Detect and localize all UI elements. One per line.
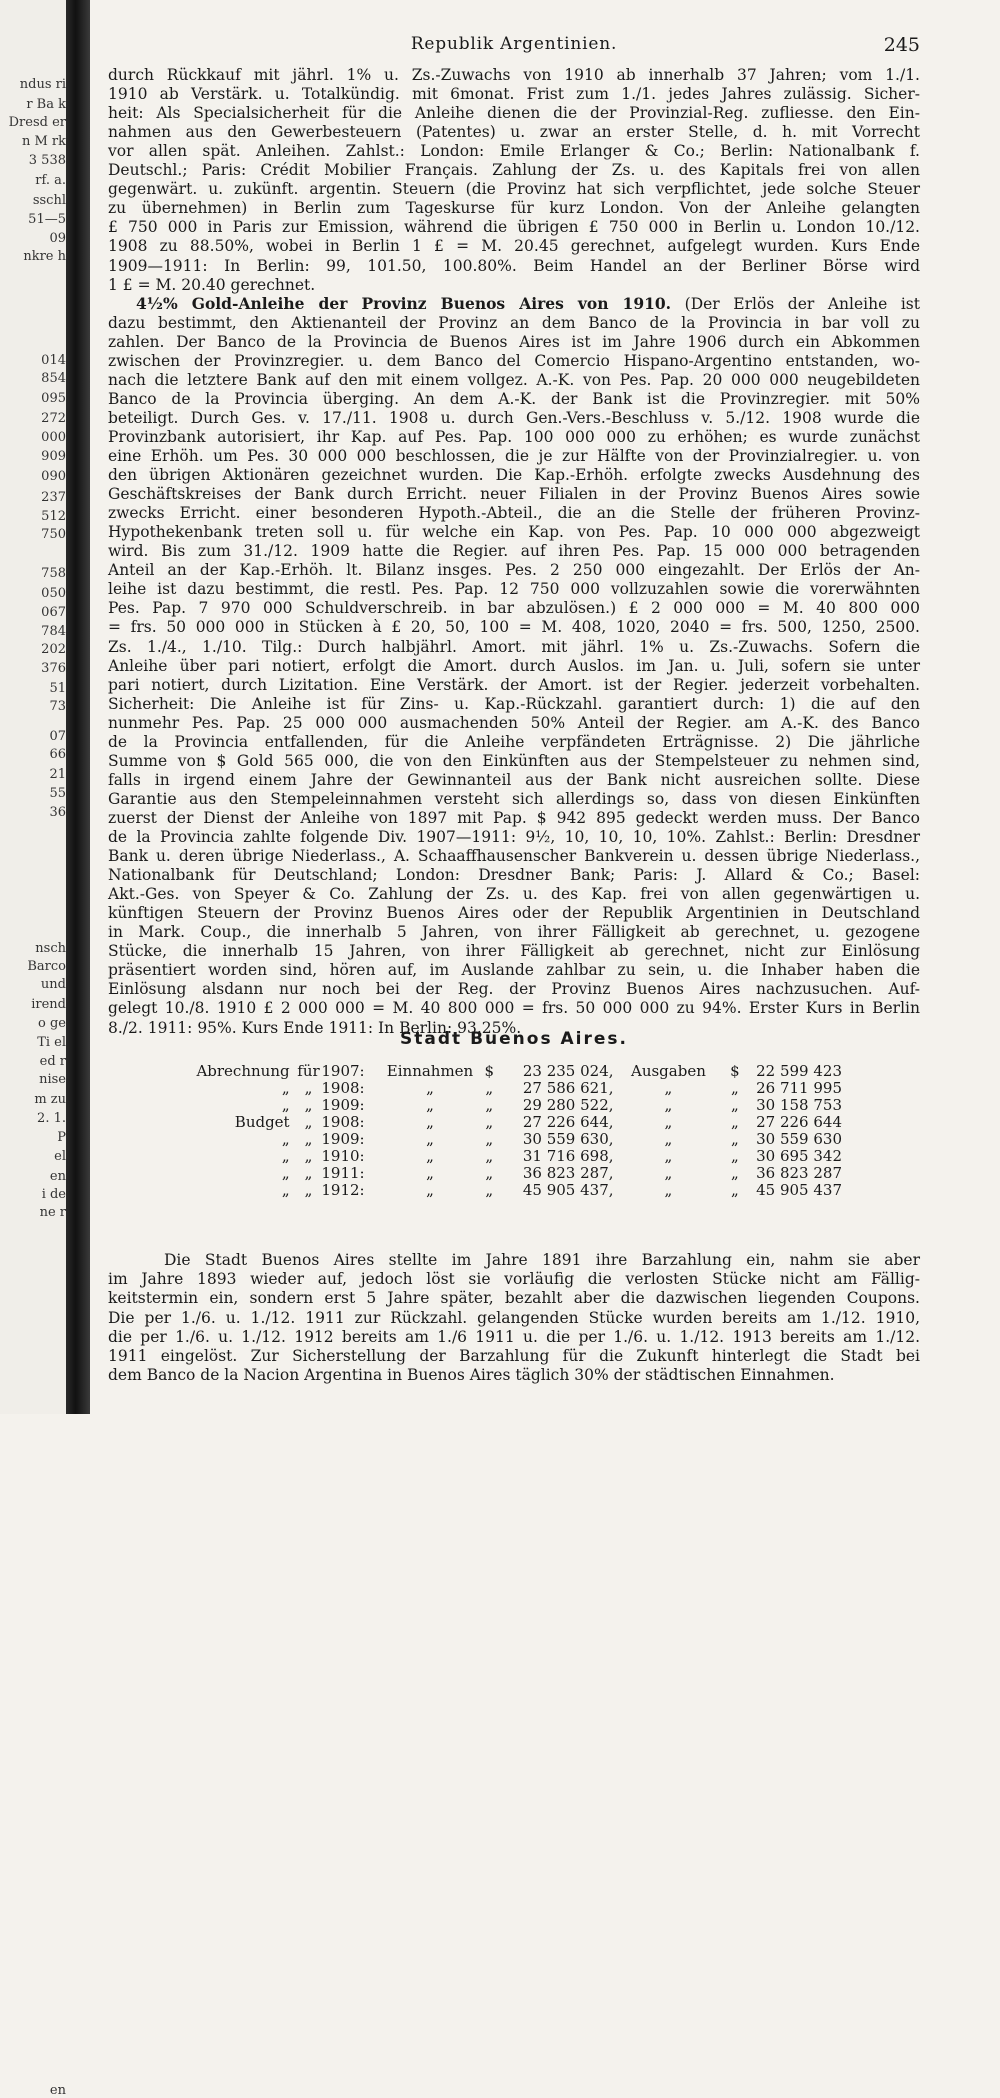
page-number: 245 bbox=[883, 34, 920, 56]
margin-fragment: 758 bbox=[41, 566, 66, 581]
margin-fragment: 272 bbox=[41, 411, 66, 426]
table-row bbox=[190, 1097, 842, 1114]
text-line: Zs. 1./4., 1./10. Tilg.: Durch halbjährl. Amort. mit jährl. 1% u. Zs.-Zuwachs. Sofern die bbox=[108, 637, 920, 656]
table-cell-ausgaben: „ bbox=[664, 1113, 673, 1131]
table-cell-amount2: 36 823 287 bbox=[756, 1164, 842, 1182]
margin-fragment: 512 bbox=[41, 509, 66, 524]
text-line: pari notiert, durch Lizitation. Eine Verstärk. der Amort. ist der Regier. jederzeit vorbehalten. bbox=[108, 675, 920, 694]
margin-fragment: 55 bbox=[49, 786, 66, 801]
margin-fragment: i de bbox=[41, 1187, 66, 1202]
margin-fragment: Dresd er bbox=[8, 115, 66, 130]
margin-fragment: ne r bbox=[39, 1205, 66, 1220]
table-cell-einnahmen: „ bbox=[426, 1181, 434, 1199]
table-cell-label: „ bbox=[281, 1164, 290, 1182]
text-line: durch Rückkauf mit jährl. 1% u. Zs.-Zuwachs von 1910 ab innerhalb 37 Jahren; vom 1./1. bbox=[108, 66, 920, 84]
margin-fragment: sschl bbox=[32, 193, 66, 208]
table-cell-einnahmen: „ bbox=[426, 1079, 434, 1097]
book-spine bbox=[66, 0, 90, 1414]
table-cell-fuer: „ bbox=[304, 1164, 313, 1182]
text-line: zahlen. Der Banco de la Provincia de Buenos Aires ist im Jahre 1906 durch ein Abkommen bbox=[108, 332, 920, 351]
margin-fragment: P bbox=[57, 1130, 66, 1145]
text-line: leihe ist dazu bestimmt, die restl. Pes. Pap. 12 750 000 vollzuzahlen sowie die vorerwähnten bbox=[108, 580, 920, 599]
bond-title: 4½% Gold-Anleihe der Provinz Buenos Aires von 1910. bbox=[136, 293, 672, 313]
table-cell-ausgaben: „ bbox=[664, 1130, 673, 1148]
table-cell-amount1: 36 823 287, bbox=[522, 1164, 614, 1182]
table-cell-label: „ bbox=[281, 1130, 290, 1148]
table-cell-cur1: „ bbox=[485, 1147, 494, 1165]
table-cell-einnahmen: „ bbox=[426, 1113, 434, 1131]
table-cell-label: Budget bbox=[234, 1113, 290, 1131]
text-line: de la Provincia zahlte folgende Div. 1907—1911: 9½, 10, 10, 10, 10%. Zahlst.: Berlin: Dresdner bbox=[108, 828, 920, 846]
table-cell-label: „ bbox=[281, 1079, 290, 1097]
text-line: vor allen spät. Anleihen. Zahlst.: London: Emile Erlanger & Co.; Berlin: Nationalbank f. bbox=[108, 142, 920, 161]
margin-fragment: 909 bbox=[41, 449, 66, 464]
table-cell-fuer: „ bbox=[304, 1096, 313, 1114]
table-cell-amount2: 45 905 437 bbox=[756, 1181, 842, 1199]
margin-fragment: 36 bbox=[49, 805, 66, 820]
margin-fragment: 51 bbox=[49, 681, 66, 696]
table-cell-cur2: „ bbox=[731, 1130, 739, 1148]
table-cell-year: 1911: bbox=[321, 1164, 365, 1182]
text-line: keitstermin ein, sondern erst 5 Jahre später, bezahlt aber die dazwischen liegenden Coupons. bbox=[108, 1289, 920, 1308]
margin-fragment: nsch bbox=[35, 941, 66, 956]
table-cell-amount1: 27 586 621, bbox=[522, 1079, 614, 1097]
table-row bbox=[190, 1114, 842, 1131]
table-cell-year: 1907: bbox=[321, 1062, 365, 1080]
text-line: Banco de la Provincia überging. An dem A.-K. der Bank ist die Provinzregier. mit 50% bbox=[108, 389, 920, 408]
margin-fragment: 66 bbox=[49, 747, 66, 762]
table-cell-einnahmen: Einnahmen bbox=[386, 1062, 474, 1080]
table-row bbox=[190, 1165, 842, 1182]
table-cell-cur1: „ bbox=[485, 1113, 494, 1131]
margin-fragment: 376 bbox=[41, 661, 66, 676]
text-line: 4½% Gold-Anleihe der Provinz Buenos Aires von 1910. (Der Erlös der Anleihe ist bbox=[136, 293, 920, 313]
table-cell-label: „ bbox=[281, 1096, 290, 1114]
table-cell-year: 1908: bbox=[321, 1113, 365, 1131]
margin-fragment: 51—5 bbox=[28, 212, 66, 227]
table-row bbox=[190, 1063, 842, 1080]
table-cell-fuer: „ bbox=[304, 1130, 313, 1148]
text-line: 8./2. 1911: 95%. Kurs Ende 1911: In Berlin: 93.25%. bbox=[108, 1018, 522, 1037]
text-line: Pes. Pap. 7 970 000 Schuldverschreib. in bar abzulösen.) £ 2 000 000 = M. 40 800 000 bbox=[108, 599, 920, 618]
margin-fragment: m zu bbox=[34, 1092, 66, 1107]
table-cell-cur2: „ bbox=[731, 1181, 739, 1199]
margin-fragment: 050 bbox=[41, 586, 66, 601]
table-cell-cur2: „ bbox=[731, 1096, 739, 1114]
table-cell-cur1: „ bbox=[485, 1096, 494, 1114]
margin-fragment: und bbox=[40, 977, 66, 992]
text-line: eine Erhöh. um Pes. 30 000 000 beschlossen, die je zur Hälfte von der Provinzialregier. u. von bbox=[108, 447, 920, 465]
text-line: Nationalbank für Deutschland; London: Dresdner Bank; Paris: J. Allard & Co.; Basel: bbox=[108, 866, 920, 885]
text-line: 1911 eingelöst. Zur Sicherstellung der Barzahlung für die Zukunft hinterlegt die Stadt bei bbox=[108, 1347, 920, 1365]
text-line: wird. Bis zum 31./12. 1909 hatte die Regier. auf ihren Pes. Pap. 15 000 000 betragenden bbox=[108, 542, 920, 561]
text-line: zu übernehmen) in Berlin zum Tageskurse für kurz London. Von der Anleihe gelangten bbox=[108, 199, 920, 218]
text-line: de la Provincia entfallenden, für die Anleihe verpfändeten Erträgnisse. 2) Die jährliche bbox=[108, 732, 920, 751]
margin-fragment: Ti el bbox=[37, 1035, 66, 1050]
margin-fragment: 202 bbox=[41, 642, 66, 657]
table-cell-year: 1908: bbox=[321, 1079, 365, 1097]
margin-fragment: 21 bbox=[49, 767, 66, 782]
margin-fragment: Barco bbox=[27, 959, 66, 974]
text-line: gegenwärt. u. zukünft. argentin. Steuern (die Provinz hat sich verpflichtet, jede solche Steuer bbox=[108, 180, 920, 199]
margin-fragment: 095 bbox=[41, 391, 66, 406]
text-line: Anleihe über pari notiert, erfolgt die Amort. durch Auslos. im Jan. u. Juli, sofern sie unter bbox=[108, 656, 920, 675]
text-line: Summe von $ Gold 565 000, die von den Einkünften aus der Stempelsteuer zu nehmen sind, bbox=[108, 751, 920, 770]
table-cell-ausgaben: „ bbox=[664, 1147, 673, 1165]
text-line: Geschäftskreises der Bank durch Erricht. neuer Filialen in der Provinz Buenos Aires sowie bbox=[108, 485, 920, 504]
margin-fragment: ndus ri bbox=[19, 77, 66, 92]
table-cell-cur1: „ bbox=[485, 1130, 494, 1148]
text-line: nunmehr Pes. Pap. 25 000 000 ausmachenden 50% Anteil der Regier. am A.-K. des Banco bbox=[108, 713, 920, 732]
table-cell-amount2: 22 599 423 bbox=[756, 1062, 842, 1080]
table-cell-cur2: „ bbox=[731, 1079, 739, 1097]
table-cell-fuer: „ bbox=[304, 1181, 313, 1199]
text-line: nach die letztere Bank auf den mit einem vollgez. A.-K. von Pes. Pap. 20 000 000 neugebildeten bbox=[108, 370, 920, 389]
table-cell-amount1: 30 559 630, bbox=[522, 1130, 614, 1148]
table-cell-einnahmen: „ bbox=[426, 1096, 434, 1114]
budget-table bbox=[190, 1063, 842, 1199]
table-cell-label: „ bbox=[281, 1147, 290, 1165]
text-line: dem Banco de la Nacion Argentina in Buenos Aires täglich 30% der städtischen Einnahmen. bbox=[108, 1366, 835, 1385]
table-cell-amount1: 27 226 644, bbox=[522, 1113, 614, 1131]
text-line: 1 £ = M. 20.40 gerechnet. bbox=[108, 275, 316, 294]
margin-fragment: o ge bbox=[38, 1016, 66, 1031]
text-line: 1908 zu 88.50%, wobei in Berlin 1 £ = M. 20.45 gerechnet, aufgelegt wurden. Kurs Ende bbox=[108, 237, 920, 256]
table-cell-amount2: 30 158 753 bbox=[756, 1096, 842, 1114]
table-cell-cur2: „ bbox=[731, 1164, 739, 1182]
page bbox=[108, 0, 920, 1414]
table-cell-ausgaben: „ bbox=[664, 1164, 673, 1182]
text-line: gelegt 10./8. 1910 £ 2 000 000 = M. 40 800 000 = frs. 50 000 000 zu 94%. Erster Kurs in Berlin bbox=[108, 999, 920, 1018]
margin-fragment: 854 bbox=[41, 371, 66, 386]
table-cell-einnahmen: „ bbox=[426, 1130, 434, 1148]
text-line: zuerst der Dienst der Anleihe von 1897 mit Pap. $ 942 895 gedeckt werden muss. Der Banco bbox=[108, 808, 920, 827]
margin-fragment: nkre h bbox=[23, 249, 66, 264]
text-line: Garantie aus den Stempeleinnahmen versteht sich allerdings so, dass von diesen Einkünften bbox=[108, 789, 920, 808]
text-line: zwischen der Provinzregier. u. dem Banco del Comercio Hispano-Argentino entstanden, wo- bbox=[108, 351, 920, 370]
text-line: Deutschl.; Paris: Crédit Mobilier Français. Zahlung der Zs. u. des Kapitals frei von allen bbox=[108, 161, 920, 180]
text-line: £ 750 000 in Paris zur Emission, während die übrigen £ 750 000 in Berlin u. London 10./12. bbox=[108, 218, 920, 237]
page-title: Republik Argentinien. bbox=[410, 34, 618, 54]
margin-fragment: r Ba k bbox=[26, 97, 66, 112]
margin-fragment: nise bbox=[39, 1072, 66, 1087]
margin-fragment: 09 bbox=[49, 231, 66, 246]
table-cell-fuer: „ bbox=[304, 1147, 313, 1165]
table-cell-cur1: „ bbox=[485, 1181, 494, 1199]
margin-fragment: el bbox=[54, 1149, 66, 1164]
table-cell-year: 1910: bbox=[321, 1147, 365, 1165]
margin-fragment: 014 bbox=[41, 353, 66, 368]
margin-fragment: 73 bbox=[49, 699, 66, 714]
section-heading: Stadt Buenos Aires. bbox=[400, 1029, 628, 1049]
text-line: 1909—1911: In Berlin: 99, 101.50, 100.80%. Beim Handel an der Berliner Börse wird bbox=[108, 256, 920, 275]
text-line: den übrigen Aktionären gezeichnet wurden. Die Kap.-Erhöh. erfolgte zwecks Ausdehnung des bbox=[108, 466, 920, 485]
table-cell-cur2: $ bbox=[730, 1062, 740, 1080]
text-line: künftigen Steuern der Provinz Buenos Aires oder der Republik Argentinien in Deutschland bbox=[108, 904, 920, 923]
running-header bbox=[108, 34, 920, 56]
margin-fragment: 237 bbox=[41, 490, 66, 505]
text-line: Anteil an der Kap.-Erhöh. lt. Bilanz insges. Pes. 2 250 000 eingezahlt. Der Erlös der An- bbox=[108, 561, 920, 580]
margin-fragment: 07 bbox=[49, 729, 66, 744]
margin-fragment: 2. 1. bbox=[37, 1111, 66, 1126]
table-cell-amount2: 30 695 342 bbox=[756, 1147, 842, 1165]
table-cell-label: „ bbox=[281, 1181, 290, 1199]
margin-fragment: irend bbox=[31, 997, 66, 1012]
table-cell-amount1: 31 716 698, bbox=[522, 1147, 614, 1165]
text-line: dazu bestimmt, den Aktienanteil der Provinz an dem Banco de la Provincia in bar voll zu bbox=[108, 313, 920, 332]
margin-fragment: 784 bbox=[41, 624, 66, 639]
text-line: beteiligt. Durch Ges. v. 17./11. 1908 u. durch Gen.-Vers.-Beschluss v. 5./12. 1908 wurde die bbox=[108, 408, 920, 427]
text-line: falls in irgend einem Jahre der Gewinnanteil aus der Bank nicht ausreichen sollte. Diese bbox=[108, 770, 920, 789]
table-cell-amount2: 30 559 630 bbox=[756, 1130, 842, 1148]
margin-fragment: 000 bbox=[41, 430, 66, 445]
text-line: = frs. 50 000 000 in Stücken à £ 20, 50, 100 = M. 408, 1020, 2040 = frs. 500, 1250, 2500. bbox=[108, 618, 920, 637]
margin-fragment: 090 bbox=[41, 469, 66, 484]
text-line: 1910 ab Verstärk. u. Totalkündig. mit 6monat. Frist zum 1./1. jedes Jahres zulässig. Sicher- bbox=[108, 85, 920, 104]
margin-fragment: rf. a. bbox=[35, 173, 66, 188]
text-line: nahmen aus den Gewerbesteuern (Patentes) u. zwar an erster Stelle, d. h. mit Vorrecht bbox=[108, 123, 920, 142]
margin-fragment: en bbox=[49, 2083, 66, 2098]
text-line: Provinzbank autorisiert, ihr Kap. auf Pes. Pap. 100 000 000 zu erhöhen; es wurde zunächst bbox=[108, 427, 920, 446]
margin-fragment: 750 bbox=[41, 527, 66, 542]
table-cell-label: Abrechnung bbox=[196, 1062, 290, 1080]
table-cell-cur1: „ bbox=[485, 1079, 494, 1097]
text-line: Einlösung alsdann nur noch bei der Reg. der Provinz Buenos Aires nachzusuchen. Auf- bbox=[108, 980, 920, 999]
table-cell-year: 1909: bbox=[321, 1096, 365, 1114]
table-row bbox=[190, 1182, 842, 1199]
table-cell-ausgaben: „ bbox=[664, 1181, 673, 1199]
table-row bbox=[190, 1080, 842, 1097]
margin-fragment: 3 538 bbox=[28, 153, 66, 168]
margin-fragment: en bbox=[49, 1169, 66, 1184]
text-line: präsentiert worden sind, hören auf, im Auslande zahlbar zu sein, u. die Inhaber haben die bbox=[108, 961, 920, 980]
text-line: Die per 1./6. u. 1./12. 1911 zur Rückzahl. gelangenden Stücke wurden bereits am 1./12. 1910, bbox=[108, 1308, 920, 1327]
table-row bbox=[190, 1131, 842, 1148]
table-cell-year: 1912: bbox=[321, 1181, 365, 1199]
text-line: in Mark. Coup., die innerhalb 5 Jahren, von ihrer Fälligkeit ab gerechnet, u. gezogene bbox=[108, 923, 920, 942]
table-cell-year: 1909: bbox=[321, 1130, 365, 1148]
table-cell-einnahmen: „ bbox=[426, 1164, 434, 1182]
table-cell-fuer: „ bbox=[304, 1113, 313, 1131]
text-line: die per 1./6. u. 1./12. 1912 bereits am 1./6 1911 u. die per 1./6. u. 1./12. 1913 bereits am 1./12. bbox=[108, 1327, 920, 1346]
text-line: Bank u. deren übrige Niederlass., A. Schaaffhausenscher Bankverein u. dessen übrige Niederlass., bbox=[108, 847, 920, 866]
table-cell-einnahmen: „ bbox=[426, 1147, 434, 1165]
margin-fragment: n M rk bbox=[21, 134, 66, 149]
table-cell-amount1: 23 235 024, bbox=[522, 1062, 614, 1080]
text-line: Stücke, die innerhalb 15 Jahren, von ihrer Fälligkeit ab gerechnet, nicht zur Einlösung bbox=[108, 942, 920, 961]
table-cell-amount1: 45 905 437, bbox=[522, 1181, 614, 1199]
text-line: heit: Als Specialsicherheit für die Anleihe dienen die der Provinzial-Reg. zufliesse. den Ein- bbox=[108, 104, 920, 123]
table-cell-amount2: 27 226 644 bbox=[756, 1113, 842, 1131]
table-cell-cur1: „ bbox=[485, 1164, 494, 1182]
table-row bbox=[190, 1148, 842, 1165]
table-cell-cur1: $ bbox=[484, 1062, 495, 1080]
margin-fragment: ed r bbox=[39, 1054, 66, 1069]
text-line: zwecks Erricht. einer besonderen Hypoth.-Abteil., die an die Stelle der früheren Provinz- bbox=[108, 504, 920, 523]
text-line: Akt.-Ges. von Speyer & Co. Zahlung der Zs. u. des Kap. frei von allen gegenwärtigen u. bbox=[108, 885, 920, 904]
text-line: Hypothekenbank treten soll u. für welche ein Kap. von Pes. Pap. 10 000 000 abgezweigt bbox=[108, 523, 920, 542]
table-cell-ausgaben: Ausgaben bbox=[630, 1062, 706, 1080]
table-cell-amount2: 26 711 995 bbox=[756, 1079, 842, 1097]
table-cell-fuer: für bbox=[297, 1062, 320, 1080]
margin-fragment: 067 bbox=[41, 605, 66, 620]
text-line: Sicherheit: Die Anleihe ist für Zins- u. Kap.-Rückzahl. garantiert durch: 1) die auf den bbox=[108, 694, 920, 713]
table-cell-amount1: 29 280 522, bbox=[522, 1096, 614, 1114]
table-cell-fuer: „ bbox=[304, 1079, 313, 1097]
text-line: Die Stadt Buenos Aires stellte im Jahre 1891 ihre Barzahlung ein, nahm sie aber bbox=[164, 1251, 920, 1269]
table-cell-ausgaben: „ bbox=[664, 1096, 673, 1114]
table-cell-cur2: „ bbox=[731, 1147, 739, 1165]
table-cell-cur2: „ bbox=[731, 1113, 739, 1131]
text-line: im Jahre 1893 wieder auf, jedoch löst sie vorläufig die verlosten Stücke nicht am Fällig- bbox=[108, 1270, 920, 1289]
table-cell-ausgaben: „ bbox=[664, 1079, 673, 1097]
